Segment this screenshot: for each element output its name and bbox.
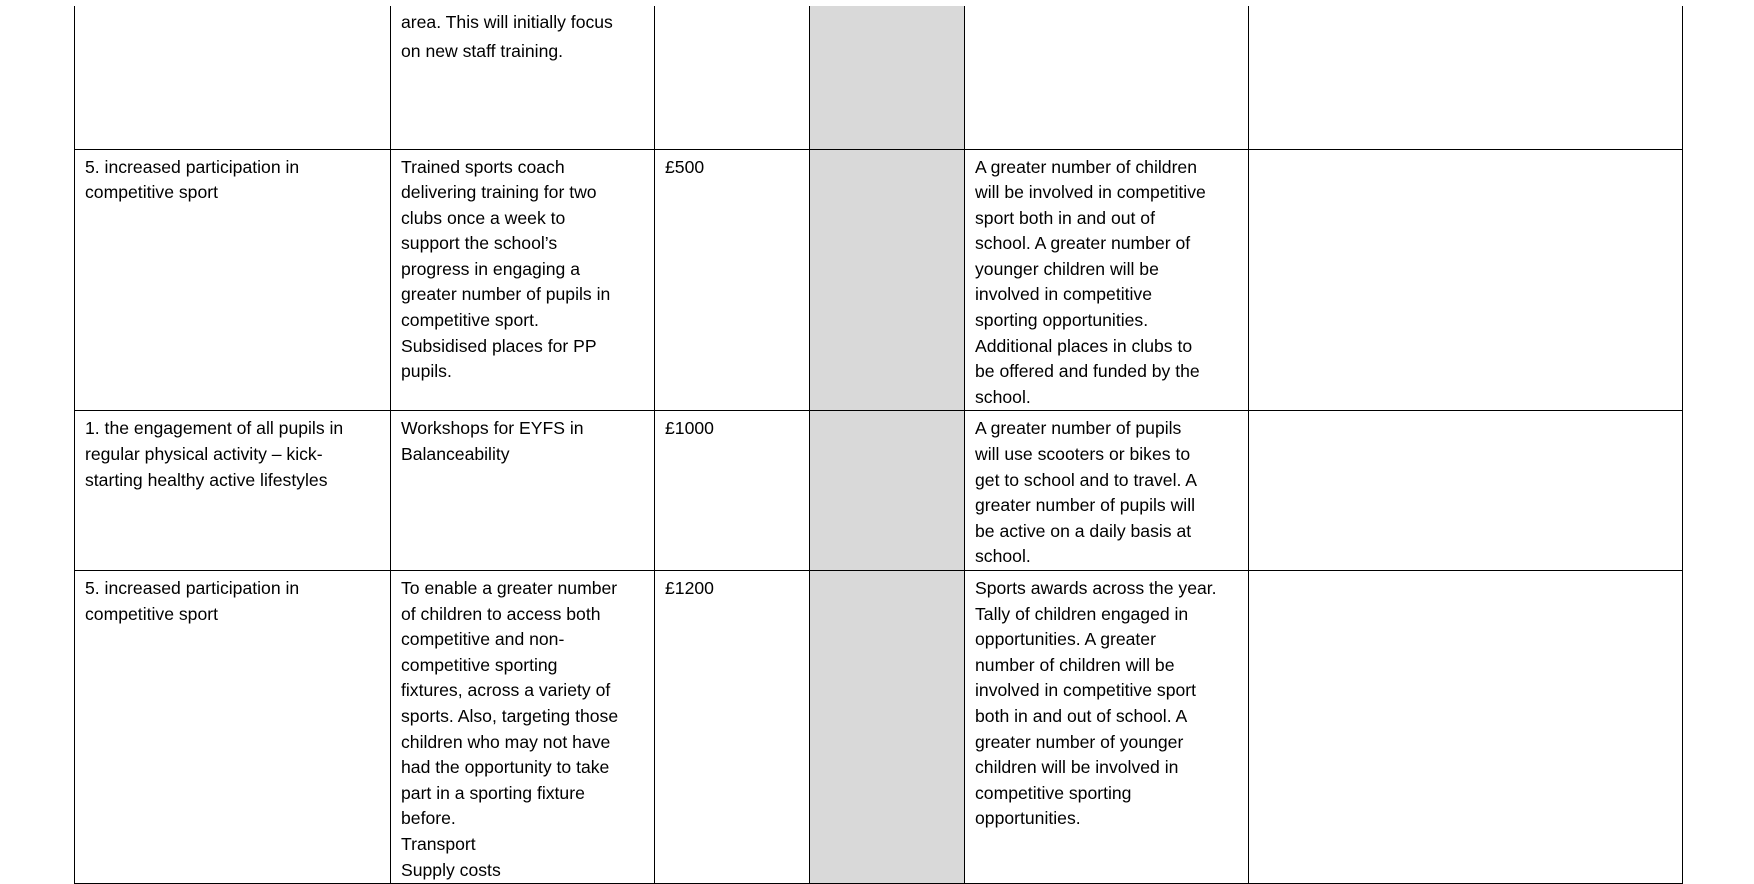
shaded-cell: [810, 149, 965, 411]
funding-cell: £500: [655, 149, 810, 411]
action-cell: To enable a greater number of children to access both competitive and non- competitive sporting fixtures, across a variety of sports. Also, targeting those children who may not have had the opportunity to take part in a sporting fixture before. Transport Supply costs: [391, 571, 655, 884]
shaded-cell: [810, 411, 965, 571]
funding-cell: £1000: [655, 411, 810, 571]
impact-cell: [1249, 411, 1683, 571]
funding-cell: £1200: [655, 571, 810, 884]
evidence-cell: A greater number of pupils will use scooters or bikes to get to school and to travel. A greater number of pupils will be active on a daily basis at school.: [965, 411, 1249, 571]
action-cell: area. This will initially focus on new staff training.: [391, 6, 655, 149]
evidence-cell: A greater number of children will be involved in competitive sport both in and out of school. A greater number of younger children will be involved in competitive sporting opportunities. Additional places in clubs to be offered and funded by the school.: [965, 149, 1249, 411]
action-cell: Workshops for EYFS in Balanceability: [391, 411, 655, 571]
sport-premium-table: [74, 6, 1683, 884]
table-row: [75, 149, 1683, 411]
evidence-cell: Sports awards across the year. Tally of children engaged in opportunities. A greater number of children will be involved in competitive sport both in and out of school. A greater number of younger children will be involved in competitive sporting opportunities.: [965, 571, 1249, 884]
action-cell: Trained sports coach delivering training for two clubs once a week to support the school’s progress in engaging a greater number of pupils in competitive sport. Subsidised places for PP pupils.: [391, 149, 655, 411]
shaded-cell: [810, 6, 965, 149]
table-row: [75, 571, 1683, 884]
impact-cell: [1249, 571, 1683, 884]
objective-cell: 5. increased participation in competitive sport: [75, 149, 391, 411]
impact-cell: [1249, 6, 1683, 149]
evidence-cell: [965, 6, 1249, 149]
shaded-cell: [810, 571, 965, 884]
table-row: [75, 411, 1683, 571]
objective-cell: 5. increased participation in competitive sport: [75, 571, 391, 884]
impact-cell: [1249, 149, 1683, 411]
funding-cell: [655, 6, 810, 149]
objective-cell: [75, 6, 391, 149]
document-page: [74, 6, 1682, 884]
objective-cell: 1. the engagement of all pupils in regular physical activity – kick- starting healthy active lifestyles: [75, 411, 391, 571]
table-row: [75, 6, 1683, 149]
